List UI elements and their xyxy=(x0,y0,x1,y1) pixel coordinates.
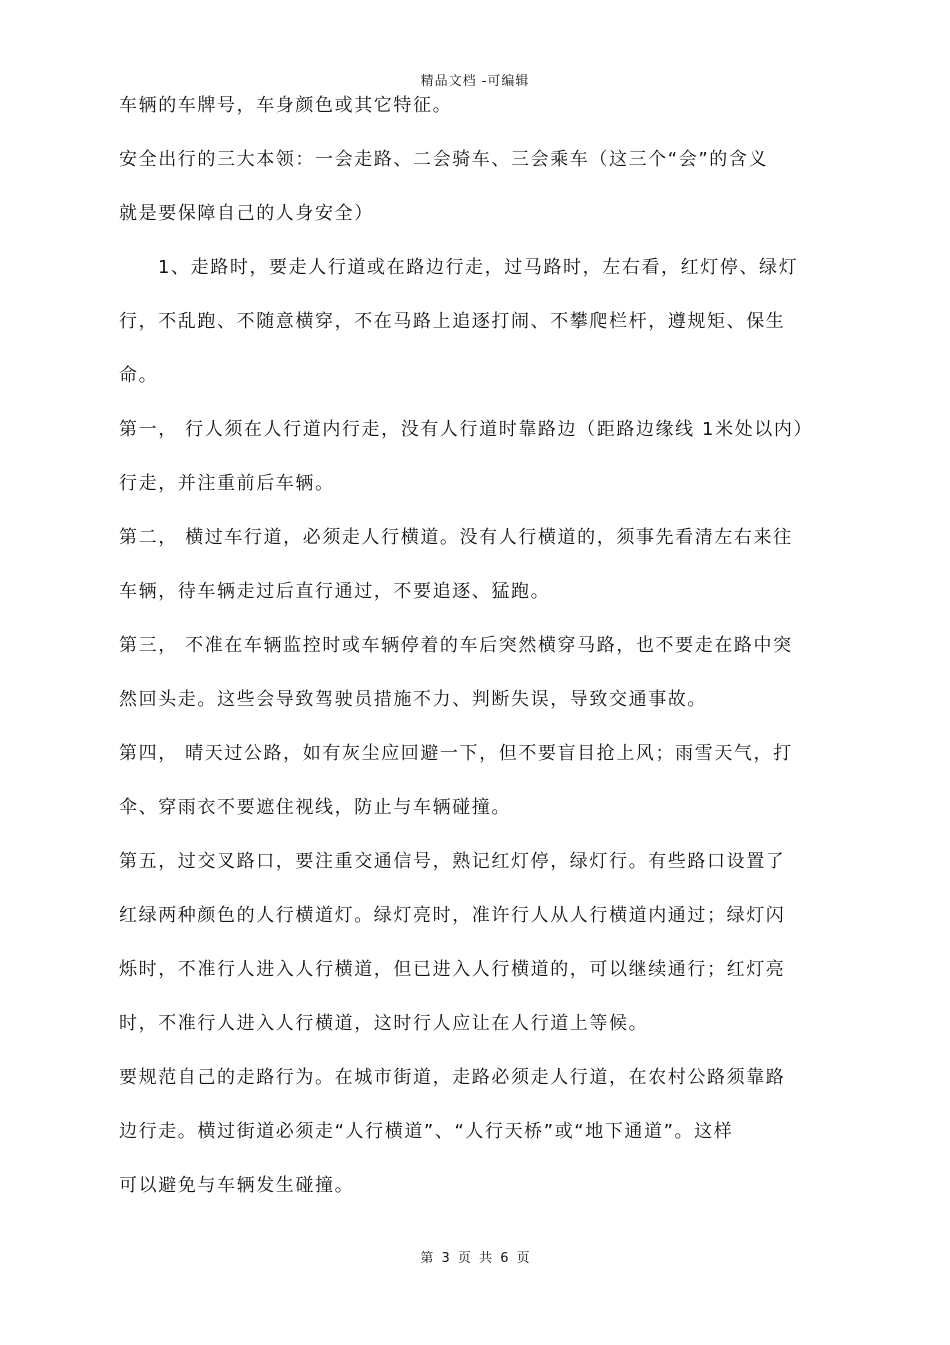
page-number-footer: 第 3 页 共 6 页 xyxy=(420,1251,530,1266)
text-line: 行，不乱跑、不随意横穿，不在马路上追逐打闹、不攀爬栏杆，遵规矩、保生 xyxy=(119,311,786,332)
text-line: 可以避免与车辆发生碰撞。 xyxy=(119,1175,355,1196)
text-line: 命。 xyxy=(119,365,159,386)
text-line: 第二， 横过车行道，必须走人行横道。没有人行横道的，须事先看清左右来往 xyxy=(119,527,793,548)
text-line: 时，不准行人进入人行横道，这时行人应让在人行道上等候。 xyxy=(119,1013,649,1034)
text-line: 然回头走。这些会导致驾驶员措施不力、判断失误，导致交通事故。 xyxy=(119,689,707,710)
text-line: 第四， 晴天过公路，如有灰尘应回避一下，但不要盲目抢上风；雨雪天气，打 xyxy=(119,743,793,764)
text-line: 车辆，待车辆走过后直行通过，不要追逐、猛跑。 xyxy=(119,581,551,602)
text-line: 行走，并注重前后车辆。 xyxy=(119,473,335,494)
document-header: 精品文档 -可编辑 xyxy=(420,74,530,89)
text-line: 就是要保障自己的人身安全） xyxy=(119,203,374,224)
text-line: 边行走。横过街道必须走“人行横道”、“人行天桥”或“地下通道”。这样 xyxy=(119,1121,734,1142)
text-line: 车辆的车牌号，车身颜色或其它特征。 xyxy=(119,95,453,116)
text-line: 要规范自己的走路行为。在城市街道，走路必须走人行道，在农村公路须靠路 xyxy=(119,1067,786,1088)
text-line: 第一， 行人须在人行道内行走，没有人行道时靠路边（距路边缘线 1米处以内） xyxy=(119,419,814,440)
text-line: 第三， 不准在车辆监控时或车辆停着的车后突然横穿马路，也不要走在路中突 xyxy=(119,635,793,656)
text-line: 第五，过交叉路口，要注重交通信号，熟记红灯停，绿灯行。有些路口设置了 xyxy=(119,851,786,872)
text-line: 红绿两种颜色的人行横道灯。绿灯亮时，准许行人从人行横道内通过；绿灯闪 xyxy=(119,905,786,926)
text-line: 伞、穿雨衣不要遮住视线，防止与车辆碰撞。 xyxy=(119,797,511,818)
text-line: 1、走路时，要走人行道或在路边行走，过马路时，左右看，红灯停、绿灯 xyxy=(158,257,799,278)
text-line: 安全出行的三大本领：一会走路、二会骑车、三会乘车（这三个“会”的含义 xyxy=(119,149,769,170)
text-line: 烁时，不准行人进入人行横道，但已进入人行横道的，可以继续通行；红灯亮 xyxy=(119,959,786,980)
